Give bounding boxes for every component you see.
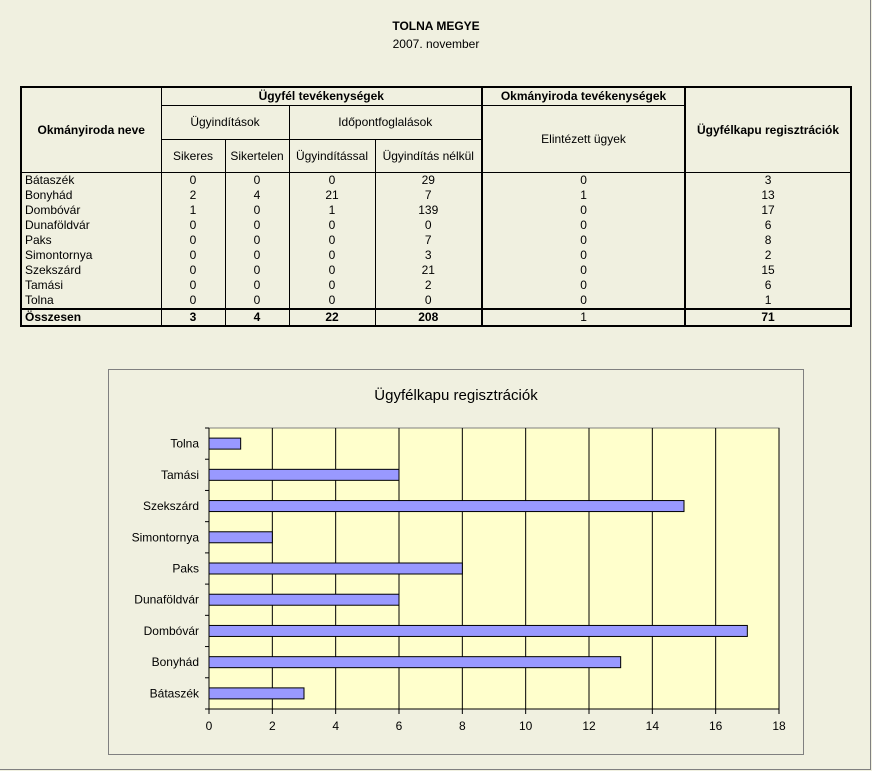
page-title: TOLNA MEGYE bbox=[392, 19, 480, 33]
col-header-elintezett: Elintézett ügyek bbox=[482, 105, 685, 173]
bar-szekszárd bbox=[209, 501, 684, 512]
x-tick-label: 16 bbox=[708, 719, 723, 733]
sub-header-idopontfoglalasok: Időpontfoglalások bbox=[289, 105, 482, 140]
table-cell-elintezett: 0 bbox=[482, 218, 685, 233]
statistics-table-container bbox=[20, 86, 852, 327]
page-subtitle: 2007. november bbox=[392, 37, 480, 51]
table-cell-ugyfelkapu: 17 bbox=[685, 203, 851, 218]
table-cell-sikeres: 0 bbox=[161, 293, 225, 309]
table-cell-ugyinditas-nelkul: 29 bbox=[375, 173, 482, 189]
total-cell-office: Összesen bbox=[21, 309, 161, 326]
table-cell-elintezett: 0 bbox=[482, 278, 685, 293]
table-row bbox=[21, 248, 851, 263]
table-cell-sikeres: 0 bbox=[161, 233, 225, 248]
col-header-ugyfelkapu: Ügyfélkapu regisztrációk bbox=[685, 87, 851, 173]
col-header-sikeres: Sikeres bbox=[161, 140, 225, 173]
y-tick-label: Dunaföldvár bbox=[134, 592, 199, 607]
table-row bbox=[21, 263, 851, 278]
table-cell-sikertelen: 0 bbox=[225, 278, 289, 293]
y-tick-label: Tamási bbox=[160, 467, 199, 482]
total-cell-ugyinditas-nelkul: 208 bbox=[375, 309, 482, 326]
table-body bbox=[21, 173, 851, 327]
y-tick-label: Dombóvár bbox=[143, 623, 199, 638]
table-cell-ugyinditas-nelkul: 7 bbox=[375, 188, 482, 203]
x-tick-label: 2 bbox=[268, 719, 276, 733]
table-cell-sikertelen: 0 bbox=[225, 293, 289, 309]
statistics-table bbox=[20, 86, 852, 327]
table-cell-ugyinditassal: 1 bbox=[289, 203, 375, 218]
table-cell-sikertelen: 4 bbox=[225, 188, 289, 203]
x-tick-label: 14 bbox=[645, 719, 660, 733]
y-tick-label: Bonyhád bbox=[151, 655, 199, 670]
table-cell-sikertelen: 0 bbox=[225, 248, 289, 263]
table-cell-sikeres: 0 bbox=[161, 218, 225, 233]
bar-bonyhád bbox=[209, 657, 621, 668]
table-row bbox=[21, 218, 851, 233]
table-cell-elintezett: 0 bbox=[482, 233, 685, 248]
table-cell-sikertelen: 0 bbox=[225, 233, 289, 248]
table-cell-ugyfelkapu: 1 bbox=[685, 293, 851, 309]
y-tick-label: Tolna bbox=[170, 436, 199, 451]
y-tick-label: Szekszárd bbox=[142, 499, 199, 514]
y-tick-label: Bátaszék bbox=[149, 686, 199, 701]
table-cell-ugyinditassal: 0 bbox=[289, 278, 375, 293]
table-row bbox=[21, 233, 851, 248]
table-cell-ugyinditas-nelkul: 21 bbox=[375, 263, 482, 278]
table-cell-ugyinditassal: 0 bbox=[289, 218, 375, 233]
table-cell-ugyinditas-nelkul: 3 bbox=[375, 248, 482, 263]
group-header-office: Okmányiroda tevékenységek bbox=[482, 87, 685, 105]
table-cell-sikertelen: 0 bbox=[225, 203, 289, 218]
bar-dunaföldvár bbox=[209, 594, 399, 605]
table-cell-ugyinditas-nelkul: 0 bbox=[375, 218, 482, 233]
table-row bbox=[21, 293, 851, 309]
table-row bbox=[21, 203, 851, 218]
table-cell-elintezett: 0 bbox=[482, 263, 685, 278]
bar-tamási bbox=[209, 469, 399, 480]
table-cell-elintezett: 0 bbox=[482, 203, 685, 218]
table-row bbox=[21, 173, 851, 189]
table-cell-sikeres: 0 bbox=[161, 173, 225, 189]
x-tick-label: 6 bbox=[395, 719, 403, 733]
table-cell-office: Simontornya bbox=[21, 248, 161, 263]
table-cell-ugyfelkapu: 6 bbox=[685, 278, 851, 293]
table-total-row bbox=[21, 309, 851, 326]
table-cell-elintezett: 1 bbox=[482, 188, 685, 203]
bar-simontornya bbox=[209, 532, 272, 543]
table-cell-elintezett: 0 bbox=[482, 248, 685, 263]
table-cell-ugyinditas-nelkul: 7 bbox=[375, 233, 482, 248]
table-cell-ugyinditas-nelkul: 139 bbox=[375, 203, 482, 218]
table-cell-sikertelen: 0 bbox=[225, 263, 289, 278]
table-cell-sikeres: 2 bbox=[161, 188, 225, 203]
table-cell-ugyfelkapu: 13 bbox=[685, 188, 851, 203]
table-cell-ugyinditassal: 0 bbox=[289, 263, 375, 278]
table-cell-sikertelen: 0 bbox=[225, 173, 289, 189]
total-cell-sikertelen: 4 bbox=[225, 309, 289, 326]
table-cell-ugyfelkapu: 3 bbox=[685, 173, 851, 189]
bar-dombóvár bbox=[209, 625, 747, 636]
x-tick-label: 12 bbox=[582, 719, 596, 733]
table-row bbox=[21, 278, 851, 293]
table-cell-ugyfelkapu: 2 bbox=[685, 248, 851, 263]
table-cell-office: Tamási bbox=[21, 278, 161, 293]
col-header-ugyinditas-nelkul: Ügyindítás nélkül bbox=[375, 140, 482, 173]
table-cell-ugyinditassal: 0 bbox=[289, 233, 375, 248]
sub-header-ugyinditasok: Ügyindítások bbox=[161, 105, 289, 140]
x-tick-label: 0 bbox=[205, 719, 213, 733]
table-cell-ugyfelkapu: 8 bbox=[685, 233, 851, 248]
col-header-ugyinditassal: Ügyindítással bbox=[289, 140, 375, 173]
x-tick-label: 4 bbox=[332, 719, 340, 733]
x-tick-label: 18 bbox=[772, 719, 786, 733]
table-cell-ugyinditassal: 0 bbox=[289, 248, 375, 263]
table-cell-ugyfelkapu: 15 bbox=[685, 263, 851, 278]
group-header-client: Ügyfél tevékenységek bbox=[161, 87, 482, 105]
table-cell-ugyinditassal: 21 bbox=[289, 188, 375, 203]
table-cell-office: Tolna bbox=[21, 293, 161, 309]
table-cell-office: Bátaszék bbox=[21, 173, 161, 189]
col-header-office: Okmányiroda neve bbox=[21, 87, 161, 173]
table-cell-office: Bonyhád bbox=[21, 188, 161, 203]
table-cell-sikeres: 0 bbox=[161, 278, 225, 293]
total-cell-ugyfelkapu: 71 bbox=[685, 309, 851, 326]
table-cell-sikertelen: 0 bbox=[225, 218, 289, 233]
table-cell-ugyinditas-nelkul: 0 bbox=[375, 293, 482, 309]
table-cell-sikeres: 0 bbox=[161, 248, 225, 263]
total-cell-sikeres: 3 bbox=[161, 309, 225, 326]
bar-chart bbox=[109, 370, 803, 754]
y-tick-label: Paks bbox=[172, 561, 199, 576]
table-cell-elintezett: 0 bbox=[482, 293, 685, 309]
table-cell-ugyinditas-nelkul: 2 bbox=[375, 278, 482, 293]
x-tick-label: 8 bbox=[458, 719, 466, 733]
total-cell-elintezett: 1 bbox=[482, 309, 685, 326]
table-cell-ugyfelkapu: 6 bbox=[685, 218, 851, 233]
col-header-sikertelen: Sikertelen bbox=[225, 140, 289, 173]
table-cell-elintezett: 0 bbox=[482, 173, 685, 189]
table-cell-sikeres: 0 bbox=[161, 263, 225, 278]
bar-tolna bbox=[209, 438, 241, 449]
total-cell-ugyinditassal: 22 bbox=[289, 309, 375, 326]
chart-container bbox=[108, 369, 804, 755]
table-row bbox=[21, 188, 851, 203]
table-cell-office: Dombóvár bbox=[21, 203, 161, 218]
table-cell-office: Dunaföldvár bbox=[21, 218, 161, 233]
bar-bátaszék bbox=[209, 688, 304, 699]
table-cell-ugyinditassal: 0 bbox=[289, 293, 375, 309]
y-tick-label: Simontornya bbox=[131, 530, 199, 545]
table-cell-sikeres: 1 bbox=[161, 203, 225, 218]
chart-title: Ügyfélkapu regisztrációk bbox=[374, 387, 538, 404]
bar-paks bbox=[209, 563, 462, 574]
table-cell-ugyinditassal: 0 bbox=[289, 173, 375, 189]
x-tick-label: 10 bbox=[518, 719, 533, 733]
table-cell-office: Szekszárd bbox=[21, 263, 161, 278]
table-cell-office: Paks bbox=[21, 233, 161, 248]
